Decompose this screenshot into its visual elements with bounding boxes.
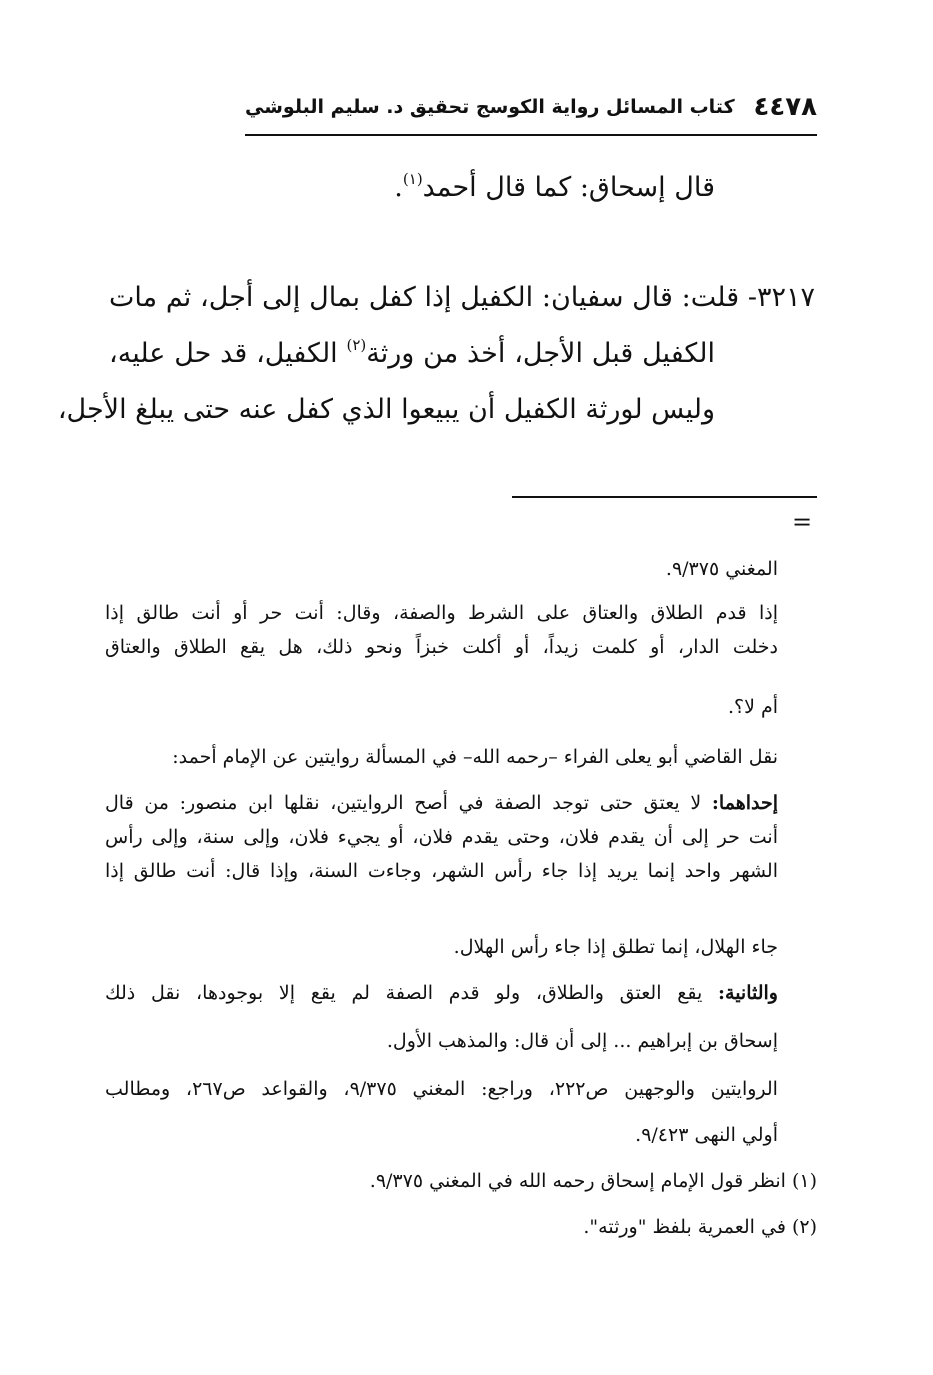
running-header bbox=[245, 86, 817, 128]
footnote-2: (٢) في العمرية بلفظ "ورثته". bbox=[583, 1216, 817, 1238]
footnote-para-4-line-4: جاء الهلال، إنما تطلق إذا جاء رأس الهلال. bbox=[453, 936, 778, 958]
footnote-para-5-line-1-text: يقع العتق والطلاق، ولو قدم الصفة لم يقع إلا بوجودها، نقل ذلك bbox=[105, 982, 718, 1004]
issue-line-3: وليس لورثة الكفيل أن يبيعوا الذي كفل عنه حتى يبلغ الأجل، bbox=[57, 394, 715, 425]
header-rule bbox=[245, 134, 817, 136]
footnote-ref-mughni: المغني ٩/٣٧٥. bbox=[665, 558, 778, 580]
footnote-para-2 bbox=[105, 596, 778, 664]
issue-3217-cont bbox=[57, 326, 715, 438]
footnote-para-2-line-2: دخلت الدار، أو كلمت زيداً، أو أكلت خبزاً ونحو ذلك، هل يقع الطلاق والعتاق bbox=[105, 636, 778, 658]
issue-line-1 bbox=[109, 270, 815, 326]
footnote-para-6-line-1: الروايتين والوجهين ص٢٢٢، وراجع: المغني ٩/٣٧٥، والقواعد ص٢٦٧، ومطالب bbox=[105, 1078, 778, 1100]
issue-line-2 bbox=[109, 326, 715, 382]
footnote-para-2-line-3: أم لا؟. bbox=[727, 696, 778, 718]
footnote-para-2-line-1: إذا قدم الطلاق والعتاق على الشرط والصفة، وقال: أنت حر أو أنت طالق إذا bbox=[105, 602, 778, 624]
running-title: كتاب المسائل رواية الكوسج تحقيق د. سليم البلوشي bbox=[245, 96, 735, 118]
footnote-para-5-line-2: إسحاق بن إبراهيم ... إلى أن قال: والمذهب الأول. bbox=[386, 1030, 778, 1052]
ishaq-statement bbox=[394, 168, 715, 208]
ishaq-statement-end: . bbox=[394, 172, 403, 203]
footnote-para-5 bbox=[105, 976, 778, 1010]
footnote-divider bbox=[512, 496, 817, 498]
second-narration-label: والثانية: bbox=[718, 982, 778, 1004]
footnote-ref-2: (٢) bbox=[346, 336, 367, 354]
ishaq-statement-text: قال إسحاق: كما قال أحمد bbox=[422, 172, 715, 203]
page-number: ٤٤٧٨ bbox=[753, 92, 817, 122]
issue-line-1-text: قلت: قال سفيان: الكفيل إذا كفل بمال إلى أجل، ثم مات bbox=[109, 282, 740, 313]
footnote-para-6 bbox=[105, 1072, 778, 1106]
footnote-para-5-line-1 bbox=[105, 976, 778, 1010]
footnote-para-4-line-1-text: لا يعتق حتى توجد الصفة في أصح الروايتين، نقلها ابن منصور: من قال bbox=[105, 792, 712, 814]
issue-3217 bbox=[109, 270, 815, 326]
continuation-mark: = bbox=[792, 508, 813, 536]
footnote-ref-1: (١) bbox=[402, 170, 423, 188]
footnote-1: (١) انظر قول الإمام إسحاق رحمه الله في المغني ٩/٣٧٥. bbox=[369, 1170, 817, 1192]
footnote-para-4 bbox=[105, 786, 778, 888]
issue-line-2-a: الكفيل قبل الأجل، أخذ من ورثة bbox=[366, 338, 715, 369]
first-narration-label: إحداهما: bbox=[711, 792, 778, 814]
footnote-para-4-line-1 bbox=[105, 786, 778, 820]
issue-number: ٣٢١٧- bbox=[747, 282, 815, 313]
footnote-para-4-line-3: الشهر واحد إنما يريد إذا جاء رأس الشهر، وجاءت السنة، وإذا قال: أنت طالق إذا bbox=[105, 860, 778, 882]
footnote-para-6-line-2: أولي النهى ٩/٤٢٣. bbox=[635, 1124, 778, 1146]
issue-line-2-b: الكفيل، قد حل عليه، bbox=[109, 338, 347, 369]
footnote-para-3: نقل القاضي أبو يعلى الفراء –رحمه الله– في المسألة روايتين عن الإمام أحمد: bbox=[172, 746, 778, 768]
footnote-para-4-line-2: أنت حر إلى أن يقدم فلان، وحتى يقدم فلان، أو يجيء فلان، وإلى سنة، وإلى رأس bbox=[105, 826, 778, 848]
